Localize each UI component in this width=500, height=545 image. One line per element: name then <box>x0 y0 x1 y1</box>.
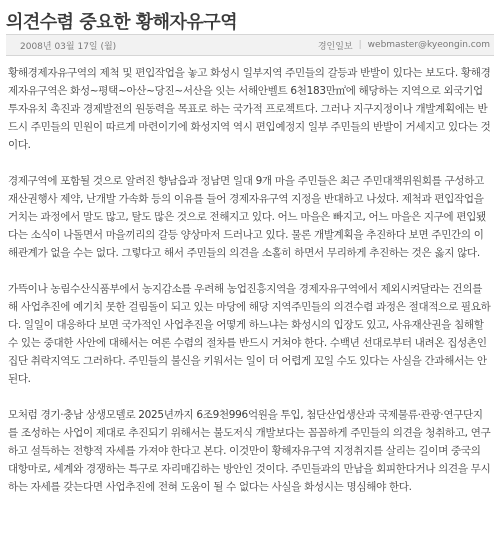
article-source: 경인일보 <box>317 41 353 52</box>
article-paragraph: 가뜩이나 농림수산식품부에서 농지감소를 우려해 농업진흥지역을 경제자유구역에서 제외시켜달라는 건의를 해 사업추진에 예기치 못한 걸림돌이 되고 있는 마당에 해당 지역주민들의 의견수렴 과정은 절대적으로 필요하다. 일일이 대응하다 보면 국가적인 사업추진을 어떻게 하느냐는 화성시의 입장도 있고, 사유재산권을 침해할 수 있는 중대한 사안에 대해서는 여론 수렴의 절차를 반드시 거쳐야 한다. 수백년 선대로부터 내려온 집성촌인 집단 취락지역도 그러하다. 주민들의 불신을 키워서는 일이 더 어렵게 꼬일 수도 있다는 사실을 간과해서는 안 된다. <box>8 283 491 385</box>
article-email[interactable]: webmaster@kyeongin.com <box>367 40 490 50</box>
article-paragraph: 모처럼 경기·충남 상생모델로 2025년까지 6조9천996억원을 투입, 첨단산업생산과 국제물류·관광·연구단지를 조성하는 사업이 제대로 추진되기 위해서는 불도저식 개발보다는 꼼꼼하게 주민들의 의견을 청취하고, 연구하고 설득하는 전향적 자세를 가져야 한다고 본다. 이것만이 황해자유구역 지정취지를 살리는 길이며 중국의 대항마로, 세계와 경쟁하는 특구로 자리매김하는 방안인 것이다. 주민들과의 만남을 회피한다거나 의견을 무시하는 자세를 갖는다면 사업추진에 전혀 도움이 될 수 없다는 사실을 화성시는 명심해야 한다. <box>8 409 491 493</box>
article-title: 의견수렴 중요한 황해자유구역 <box>6 12 238 33</box>
article-meta-bar <box>6 34 494 56</box>
byline-separator: | <box>358 40 362 50</box>
article-body <box>6 56 494 496</box>
article-paragraph: 황해경제자유구역의 제척 및 편입작업을 놓고 화성시 일부지역 주민들의 갈등과 반발이 있다는 보도다. 황해경제자유구역은 화성~평택~아산~당진~서산을 잇는 서해안벨트 6천183만㎡에 해당하는 지역으로 외국기업 투자유치 촉진과 경제발전의 원동력을 목표로 하는 국가적 프로젝트다. 그러나 지구지정이나 개발계획에는 반드시 주민들의 민원이 따르게 마련이기에 화성지역 역시 편입예정지 일부 주민들의 반발이 거세지고 있다는 것이다. <box>8 67 491 151</box>
article-date: 2008년 03월 17일 (월) <box>20 41 117 52</box>
article-byline <box>318 39 490 52</box>
article-paragraph: 경제구역에 포함될 것으로 알려진 향남읍과 정남면 일대 9개 마을 주민들은 최근 주민대책위원회를 구성하고 재산권행사 제약, 난개발 가속화 등의 이유를 들어 경제자유구역 지정을 반대하고 나섰다. 제척과 편입작업을 거치는 과정에서 말도 많고, 탈도 많은 것으로 전해지고 있다. 어느 마을은 빠지고, 어느 마을은 지구에 편입됐다는 소식이 나돌면서 마을끼리의 갈등 양상마저 드러나고 있다. 물론 개발계획을 추진하다 보면 주민간의 이해관계가 없을 수는 없다. 그렇다고 해서 주민들의 의견을 소홀히 하면서 무리하게 추진하는 것은 옳지 않다. <box>8 175 486 259</box>
